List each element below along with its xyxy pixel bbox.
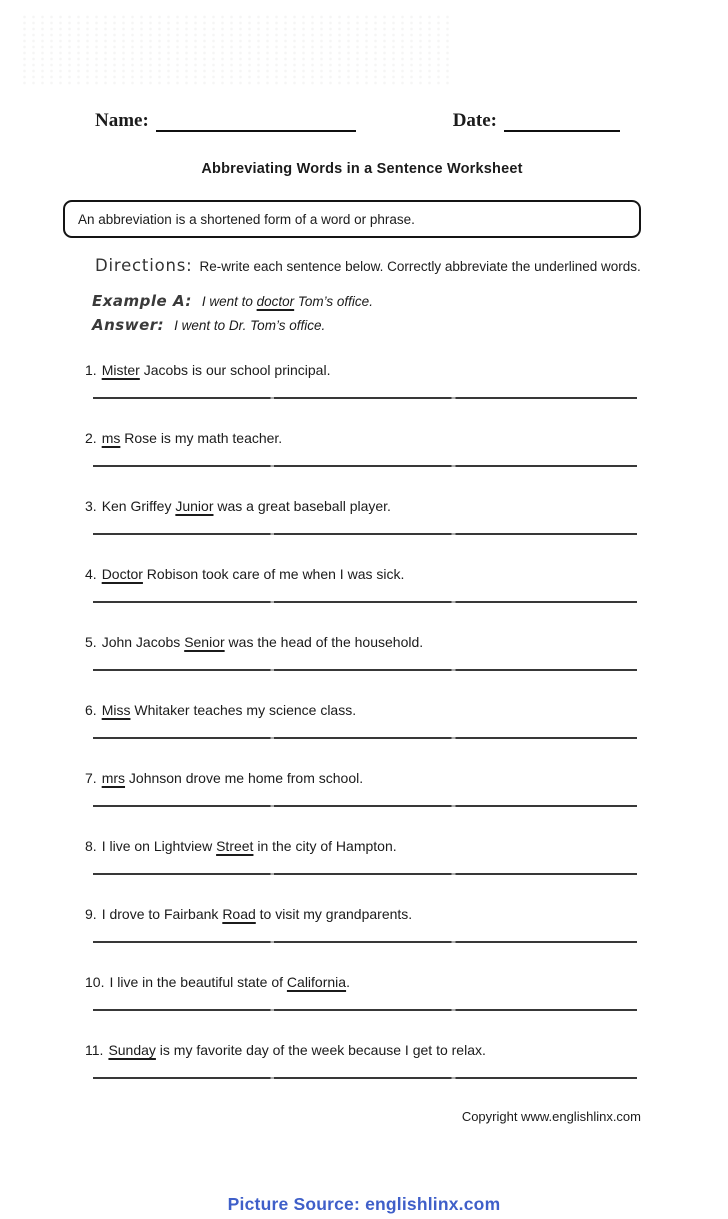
sentence-pre: Ken Griffey (101, 498, 176, 514)
sentence-post: to visit my grandparents. (255, 906, 413, 922)
answer-blank-line (93, 1009, 637, 1011)
sentence-item (63, 769, 641, 807)
underlined-word: Mister (101, 362, 140, 378)
answer-blank-line (93, 941, 637, 943)
definition-text: An abbreviation is a shortened form of a word or phrase. (78, 211, 415, 227)
name-blank-line (156, 110, 356, 132)
sentence-number: 10. (85, 974, 105, 990)
sentence-text (85, 429, 641, 448)
name-date-header (63, 106, 641, 132)
sentence-post: was the head of the household. (224, 634, 424, 650)
sentence-number: 1. (85, 362, 97, 378)
sentence-post: Rose is my math teacher. (120, 430, 283, 446)
sentence-item (63, 633, 641, 671)
sentence-number: 7. (85, 770, 97, 786)
sentence-number: 2. (85, 430, 97, 446)
sentence-item (63, 973, 641, 1011)
sentence-text (85, 973, 641, 992)
example-label: Example A: (92, 292, 192, 310)
sentence-number: 6. (85, 702, 97, 718)
answer-blank-line (93, 601, 637, 603)
sentence-item (63, 837, 641, 875)
sentence-item (63, 1041, 641, 1079)
sentence-post: Jacobs is our school principal. (139, 362, 331, 378)
sentence-text (85, 769, 641, 788)
sentence-list (63, 361, 641, 1079)
sentence-item (63, 429, 641, 467)
answer-blank-line (93, 1077, 637, 1079)
underlined-word: mrs (101, 770, 126, 786)
underlined-word: Senior (184, 634, 225, 650)
answer-blank-line (93, 465, 637, 467)
picture-source-link[interactable]: Picture Source: englishlinx.com (227, 1194, 501, 1214)
sentence-item (63, 565, 641, 603)
sentence-post: Robison took care of me when I was sick. (142, 566, 405, 582)
sentence-text (85, 837, 641, 856)
example-post: Tom’s office. (294, 294, 373, 309)
answer-blank-line (93, 873, 637, 875)
sentence-post: is my favorite day of the week because I get to relax. (155, 1042, 486, 1058)
sentence-post: Whitaker teaches my science class. (130, 702, 357, 718)
sentence-pre: John Jacobs (101, 634, 185, 650)
sentence-item (63, 905, 641, 943)
sentence-text (85, 701, 641, 720)
example-underlined-word: doctor (256, 294, 295, 309)
example-row (63, 292, 641, 310)
answer-blank-line (93, 533, 637, 535)
underlined-word: Street (216, 838, 254, 854)
sentence-number: 11. (85, 1042, 104, 1058)
definition-box (63, 200, 641, 238)
directions-row (63, 256, 641, 275)
answer-blank-line (93, 737, 637, 739)
sentence-post: in the city of Hampton. (253, 838, 397, 854)
worksheet-title: Abbreviating Words in a Sentence Worksheet (201, 161, 523, 177)
answer-label: Answer: (92, 316, 165, 334)
example-pre: I went to (201, 294, 257, 309)
underlined-word: Miss (101, 702, 131, 718)
sentence-item (63, 361, 641, 399)
worksheet-content (63, 0, 641, 1124)
sentence-number: 8. (85, 838, 97, 854)
sentence-text (85, 633, 641, 652)
answer-blank-line (93, 669, 637, 671)
sentence-item (63, 701, 641, 739)
answer-row (63, 316, 641, 334)
underlined-word: California (286, 974, 347, 990)
sentence-text (85, 361, 641, 380)
directions-label: Directions: (95, 256, 193, 275)
answer-blank-line (93, 397, 637, 399)
underlined-word: Doctor (101, 566, 143, 582)
sentence-post: was a great baseball player. (213, 498, 391, 514)
sentence-post: Johnson drove me home from school. (125, 770, 364, 786)
name-label: Name: (95, 110, 149, 132)
sentence-pre: I drove to Fairbank (101, 906, 223, 922)
sentence-number: 4. (85, 566, 97, 582)
sentence-number: 5. (85, 634, 97, 650)
sentence-item (63, 497, 641, 535)
example-sentence (202, 294, 373, 309)
sentence-post: . (346, 974, 350, 990)
underlined-word: Junior (175, 498, 214, 514)
underlined-word: Sunday (108, 1042, 156, 1058)
underlined-word: Road (222, 906, 256, 922)
underlined-word: ms (101, 430, 121, 446)
date-label: Date: (452, 110, 497, 132)
sentence-number: 9. (85, 906, 97, 922)
copyright-text: Copyright www.englishlinx.com (461, 1109, 641, 1124)
sentence-pre: I live in the beautiful state of (109, 974, 287, 990)
answer-blank-line (93, 805, 637, 807)
answer-text: I went to Dr. Tom’s office. (174, 318, 326, 333)
sentence-pre: I live on Lightview (101, 838, 217, 854)
sentence-text (85, 1041, 641, 1060)
sentence-text (85, 497, 641, 516)
sentence-text (85, 905, 641, 924)
sentence-text (85, 565, 641, 584)
directions-text: Re-write each sentence below. Correctly abbreviate the underlined words. (199, 259, 641, 274)
date-blank-line (504, 110, 620, 132)
sentence-number: 3. (85, 498, 97, 514)
